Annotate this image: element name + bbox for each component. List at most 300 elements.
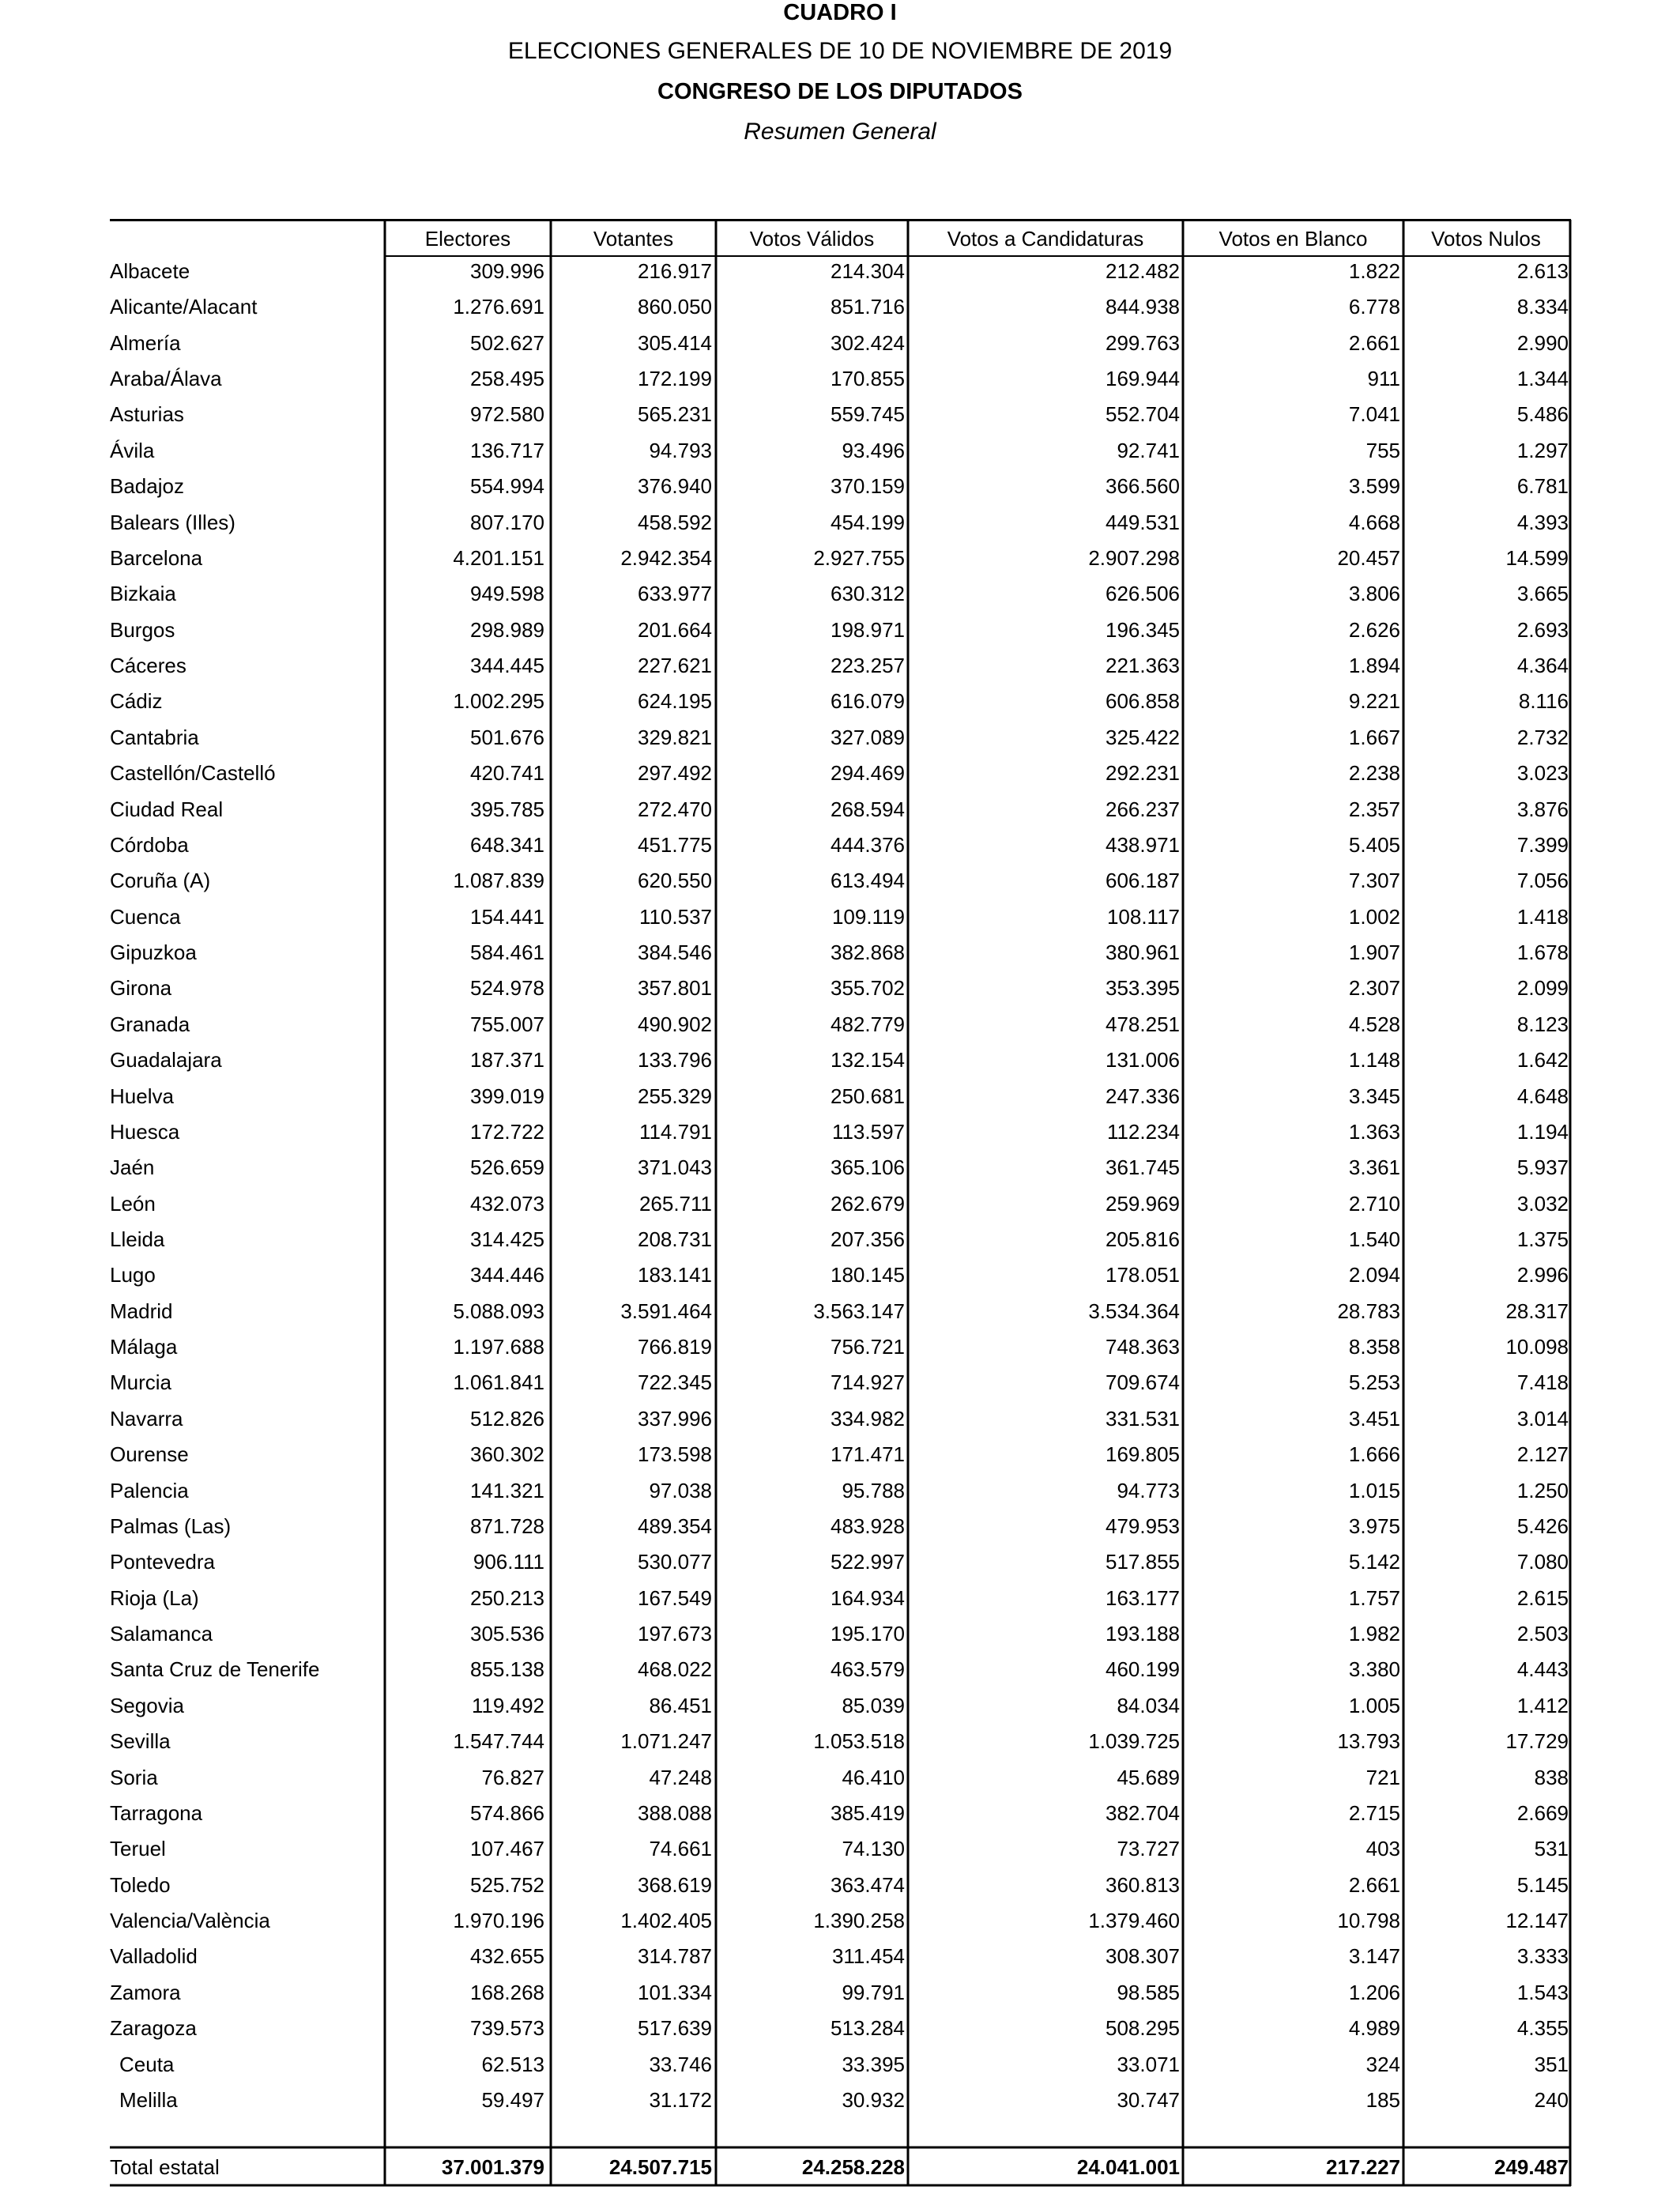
table-row <box>110 1831 1572 1866</box>
cell-value: 119.492 <box>471 1694 544 1717</box>
cell-value: 132.154 <box>831 1048 905 1072</box>
province-name: Soria <box>110 1766 158 1789</box>
province-name: Cáceres <box>110 654 186 677</box>
table-row <box>110 1294 1572 1329</box>
cell-value: 482.779 <box>831 1012 905 1036</box>
cell-value: 5.486 <box>1516 402 1569 426</box>
cell-value: 624.195 <box>638 689 712 713</box>
province-name: Granada <box>110 1012 190 1036</box>
total-label: Total estatal <box>110 2155 220 2179</box>
cell-value: 33.746 <box>649 2053 712 2076</box>
table-row <box>110 792 1572 827</box>
cell-value: 395.785 <box>470 797 544 821</box>
cell-value: 574.866 <box>470 1801 544 1825</box>
cell-value: 559.745 <box>831 402 905 426</box>
cell-value: 444.376 <box>831 833 905 857</box>
cell-value: 1.061.841 <box>453 1370 544 1394</box>
cell-value: 85.039 <box>842 1694 905 1717</box>
cell-value: 298.989 <box>470 618 544 642</box>
cell-value: 99.791 <box>842 1981 905 2004</box>
cell-value: 33.395 <box>842 2053 905 2076</box>
cell-value: 114.791 <box>638 1120 712 1144</box>
cell-value: 508.295 <box>1106 2016 1180 2040</box>
cell-value: 250.681 <box>831 1084 905 1108</box>
table-row <box>110 2011 1572 2045</box>
cell-value: 4.668 <box>1348 511 1400 534</box>
cell-value: 613.494 <box>831 869 905 892</box>
cell-value: 205.816 <box>1106 1227 1180 1251</box>
cell-value: 420.741 <box>470 761 544 785</box>
cell-value: 479.953 <box>1106 1514 1180 1538</box>
cell-value: 766.819 <box>638 1335 712 1359</box>
table-row <box>110 684 1572 718</box>
province-name: León <box>110 1192 156 1216</box>
cell-value: 5.145 <box>1516 1873 1569 1897</box>
cell-value: 1.071.247 <box>620 1729 712 1753</box>
cell-value: 255.329 <box>638 1084 712 1108</box>
election-title: ELECCIONES GENERALES DE 10 DE NOVIEMBRE DE 2019 <box>507 38 1173 64</box>
cell-value: 136.717 <box>470 439 544 462</box>
table-row <box>110 326 1572 360</box>
cell-value: 344.445 <box>470 654 544 677</box>
cell-value: 1.667 <box>1348 726 1400 749</box>
province-name: Navarra <box>110 1407 183 1431</box>
cell-value: 382.704 <box>1106 1801 1180 1825</box>
cell-value: 3.014 <box>1516 1407 1569 1431</box>
cell-value: 331.531 <box>1106 1407 1180 1431</box>
cell-value: 214.304 <box>831 259 905 283</box>
cell-value: 95.788 <box>842 1479 905 1502</box>
cell-value: 7.418 <box>1516 1370 1569 1394</box>
table-row <box>110 505 1572 540</box>
table-row <box>110 576 1572 611</box>
cell-value: 403 <box>1365 1837 1400 1860</box>
cell-value: 4.393 <box>1516 511 1569 534</box>
province-name: Bizkaia <box>110 582 176 605</box>
province-name: Zamora <box>110 1981 181 2004</box>
cell-value: 1.982 <box>1348 1622 1400 1646</box>
table-row <box>110 1544 1572 1579</box>
table-row <box>110 935 1572 970</box>
cell-value: 7.056 <box>1516 869 1569 892</box>
cell-value: 1.540 <box>1348 1227 1400 1251</box>
cell-value: 721 <box>1365 1766 1400 1789</box>
cell-value: 163.177 <box>1106 1586 1180 1610</box>
province-name: Araba/Álava <box>110 367 222 390</box>
cell-value: 1.894 <box>1348 654 1400 677</box>
cell-value: 355.702 <box>831 976 905 1000</box>
cell-value: 24.258.228 <box>801 2155 905 2179</box>
cell-value: 483.928 <box>831 1514 905 1538</box>
province-name: Ceuta <box>119 2053 175 2076</box>
cell-value: 164.934 <box>831 1586 905 1610</box>
cell-value: 92.741 <box>1117 439 1180 462</box>
cell-value: 329.821 <box>638 726 712 749</box>
cell-value: 552.704 <box>1106 402 1180 426</box>
cell-value: 451.775 <box>638 833 712 857</box>
table-row <box>110 397 1572 432</box>
cell-value: 183.141 <box>638 1263 712 1287</box>
cell-value: 714.927 <box>831 1370 905 1394</box>
cell-value: 5.405 <box>1348 833 1400 857</box>
table-row <box>110 1329 1572 1364</box>
cell-value: 860.050 <box>638 295 712 319</box>
cell-value: 454.199 <box>831 511 905 534</box>
cell-value: 8.116 <box>1518 689 1569 713</box>
cell-value: 501.676 <box>470 726 544 749</box>
cell-value: 906.111 <box>473 1550 544 1574</box>
cell-value: 468.022 <box>638 1657 712 1681</box>
province-name: Jaén <box>110 1155 155 1179</box>
cell-value: 2.907.298 <box>1088 546 1180 570</box>
cell-value: 3.975 <box>1348 1514 1400 1538</box>
cell-value: 13.793 <box>1337 1729 1400 1753</box>
cell-value: 949.598 <box>470 582 544 605</box>
table-row <box>110 1401 1572 1436</box>
cell-value: 1.250 <box>1516 1479 1569 1502</box>
province-name: Toledo <box>110 1873 171 1897</box>
cell-value: 112.234 <box>1106 1120 1180 1144</box>
province-name: Palencia <box>110 1479 189 1502</box>
table-row <box>110 2047 1572 2082</box>
cell-value: 297.492 <box>638 761 712 785</box>
cell-value: 5.253 <box>1348 1370 1400 1394</box>
table-row <box>110 1724 1572 1759</box>
cell-value: 4.443 <box>1516 1657 1569 1681</box>
province-name: Cuenca <box>110 905 181 929</box>
cell-value: 73.727 <box>1117 1837 1180 1860</box>
cell-value: 871.728 <box>470 1514 544 1538</box>
cell-value: 334.982 <box>831 1407 905 1431</box>
cell-value: 1.197.688 <box>453 1335 544 1359</box>
table-row <box>110 1509 1572 1544</box>
cell-value: 2.613 <box>1516 259 1569 283</box>
province-name: Almería <box>110 331 181 355</box>
province-name: Valladolid <box>110 1944 198 1968</box>
cell-value: 2.661 <box>1348 1873 1400 1897</box>
table-row <box>110 1007 1572 1042</box>
cell-value: 1.418 <box>1516 905 1569 929</box>
cell-value: 2.099 <box>1516 976 1569 1000</box>
cell-value: 185 <box>1365 2088 1400 2112</box>
table-row <box>110 1257 1572 1292</box>
cell-value: 525.752 <box>470 1873 544 1897</box>
cell-value: 368.619 <box>638 1873 712 1897</box>
cell-value: 314.787 <box>638 1944 712 1968</box>
cell-value: 247.336 <box>1106 1084 1180 1108</box>
province-name: Valencia/València <box>110 1909 270 1932</box>
table-row <box>110 863 1572 898</box>
cell-value: 14.599 <box>1505 546 1569 570</box>
cell-value: 844.938 <box>1106 295 1180 319</box>
cell-value: 141.321 <box>470 1479 544 1502</box>
cell-value: 20.457 <box>1337 546 1400 570</box>
cell-value: 739.573 <box>470 2016 544 2040</box>
cell-value: 370.159 <box>831 474 905 498</box>
cell-value: 324 <box>1365 2053 1400 2076</box>
province-name: Sevilla <box>110 1729 171 1753</box>
cell-value: 1.002 <box>1348 905 1400 929</box>
cell-value: 399.019 <box>470 1084 544 1108</box>
cell-value: 2.990 <box>1516 331 1569 355</box>
cell-value: 851.716 <box>831 295 905 319</box>
cell-value: 268.594 <box>831 797 905 821</box>
cell-value: 722.345 <box>638 1370 712 1394</box>
cell-value: 33.071 <box>1117 2053 1180 2076</box>
cell-value: 94.793 <box>649 439 712 462</box>
cell-value: 195.170 <box>831 1622 905 1646</box>
province-name: Córdoba <box>110 833 189 857</box>
cell-value: 838 <box>1534 1766 1569 1789</box>
cell-value: 3.591.464 <box>620 1299 712 1323</box>
cell-value: 93.496 <box>842 439 905 462</box>
cell-value: 382.868 <box>831 941 905 964</box>
cell-value: 262.679 <box>831 1192 905 1216</box>
table-row <box>110 1150 1572 1185</box>
cell-value: 755.007 <box>470 1012 544 1036</box>
cell-value: 17.729 <box>1505 1729 1569 1753</box>
cell-value: 10.098 <box>1505 1335 1569 1359</box>
cell-value: 5.142 <box>1348 1550 1400 1574</box>
total-row <box>110 2150 1572 2185</box>
cell-value: 302.424 <box>831 331 905 355</box>
cell-value: 2.996 <box>1516 1263 1569 1287</box>
cell-value: 380.961 <box>1106 941 1180 964</box>
cell-value: 1.194 <box>1516 1120 1569 1144</box>
province-name: Barcelona <box>110 546 203 570</box>
cell-value: 365.106 <box>831 1155 905 1179</box>
cell-value: 171.471 <box>831 1442 905 1466</box>
cell-value: 3.599 <box>1348 474 1400 498</box>
cell-value: 1.087.839 <box>453 869 544 892</box>
province-name: Rioja (La) <box>110 1586 199 1610</box>
province-name: Asturias <box>110 402 184 426</box>
province-name: Badajoz <box>110 474 184 498</box>
cell-value: 325.422 <box>1106 726 1180 749</box>
cell-value: 311.454 <box>831 1944 905 1968</box>
cell-value: 28.783 <box>1337 1299 1400 1323</box>
cell-value: 489.354 <box>638 1514 712 1538</box>
cell-value: 31.172 <box>649 2088 712 2112</box>
cell-value: 1.344 <box>1516 367 1569 390</box>
table-row <box>110 1114 1572 1149</box>
cell-value: 366.560 <box>1106 474 1180 498</box>
cell-value: 460.199 <box>1106 1657 1180 1681</box>
cell-value: 4.528 <box>1348 1012 1400 1036</box>
cell-value: 107.467 <box>470 1837 544 1860</box>
province-name: Huelva <box>110 1084 174 1108</box>
cell-value: 193.188 <box>1106 1622 1180 1646</box>
cell-value: 196.345 <box>1106 618 1180 642</box>
cell-value: 76.827 <box>481 1766 544 1789</box>
cell-value: 633.977 <box>638 582 712 605</box>
cell-value: 30.747 <box>1117 2088 1180 2112</box>
cell-value: 748.363 <box>1106 1335 1180 1359</box>
cell-value: 86.451 <box>649 1694 712 1717</box>
province-name: Coruña (A) <box>110 869 211 892</box>
province-name: Santa Cruz de Tenerife <box>110 1657 320 1681</box>
province-name: Huesca <box>110 1120 180 1144</box>
cell-value: 606.187 <box>1106 869 1180 892</box>
cell-value: 305.414 <box>638 331 712 355</box>
cell-value: 3.147 <box>1348 1944 1400 1968</box>
cell-value: 249.487 <box>1494 2155 1569 2179</box>
cell-value: 2.942.354 <box>620 546 712 570</box>
province-name: Madrid <box>110 1299 173 1323</box>
cell-value: 9.221 <box>1348 689 1400 713</box>
cell-value: 292.231 <box>1106 761 1180 785</box>
cell-value: 353.395 <box>1106 976 1180 1000</box>
cell-value: 1.297 <box>1516 439 1569 462</box>
cell-value: 187.371 <box>470 1048 544 1072</box>
cell-value: 1.039.725 <box>1088 1729 1180 1753</box>
cell-value: 198.971 <box>831 618 905 642</box>
cell-value: 1.390.258 <box>813 1909 905 1932</box>
table-row <box>110 1616 1572 1651</box>
cell-value: 502.627 <box>470 331 544 355</box>
table-row <box>110 1222 1572 1257</box>
cell-value: 45.689 <box>1117 1766 1180 1789</box>
province-name: Pontevedra <box>110 1550 215 1574</box>
province-name: Melilla <box>119 2088 178 2112</box>
cell-value: 197.673 <box>638 1622 712 1646</box>
province-name: Segovia <box>110 1694 184 1717</box>
cell-value: 344.446 <box>470 1263 544 1287</box>
cell-value: 3.876 <box>1516 797 1569 821</box>
province-name: Ciudad Real <box>110 797 224 821</box>
cell-value: 360.302 <box>470 1442 544 1466</box>
table-row <box>110 1186 1572 1221</box>
province-name: Girona <box>110 976 172 1000</box>
table-row <box>110 1796 1572 1830</box>
cell-value: 172.199 <box>638 367 712 390</box>
cell-value: 1.379.460 <box>1088 1909 1180 1932</box>
table-row <box>110 433 1572 468</box>
cell-value: 3.806 <box>1348 582 1400 605</box>
cell-value: 180.145 <box>831 1263 905 1287</box>
cell-value: 221.363 <box>1106 654 1180 677</box>
cell-value: 2.357 <box>1348 797 1400 821</box>
table-row <box>110 541 1572 575</box>
cell-value: 84.034 <box>1117 1694 1180 1717</box>
cell-value: 37.001.379 <box>441 2155 544 2179</box>
cell-value: 512.826 <box>470 1407 544 1431</box>
table-row <box>110 254 1572 288</box>
cell-value: 388.088 <box>638 1801 712 1825</box>
cell-value: 351 <box>1534 2053 1569 2076</box>
cell-value: 756.721 <box>831 1335 905 1359</box>
cell-value: 28.317 <box>1505 1299 1569 1323</box>
cell-value: 2.238 <box>1348 761 1400 785</box>
results-table <box>110 219 1572 2187</box>
table-row <box>110 827 1572 862</box>
cell-value: 2.127 <box>1516 1442 1569 1466</box>
cell-value: 154.441 <box>470 905 544 929</box>
cell-value: 565.231 <box>638 402 712 426</box>
cell-value: 208.731 <box>638 1227 712 1251</box>
cell-value: 3.665 <box>1516 582 1569 605</box>
cell-value: 314.425 <box>470 1227 544 1251</box>
column-header: Electores <box>424 227 511 251</box>
chamber-title: CONGRESO DE LOS DIPUTADOS <box>657 79 1023 104</box>
province-name: Lleida <box>110 1227 165 1251</box>
table-row <box>110 720 1572 755</box>
table-row <box>110 1688 1572 1723</box>
province-name: Gipuzkoa <box>110 941 197 964</box>
cell-value: 223.257 <box>831 654 905 677</box>
cell-value: 584.461 <box>470 941 544 964</box>
cell-value: 59.497 <box>481 2088 544 2112</box>
cell-value: 327.089 <box>831 726 905 749</box>
province-name: Albacete <box>110 259 190 283</box>
cell-value: 266.237 <box>1106 797 1180 821</box>
cell-value: 1.002.295 <box>453 689 544 713</box>
cell-value: 2.669 <box>1516 1801 1569 1825</box>
cell-value: 62.513 <box>481 2053 544 2076</box>
cell-value: 74.661 <box>649 1837 712 1860</box>
province-name: Zaragoza <box>110 2016 197 2040</box>
cell-value: 265.711 <box>638 1192 712 1216</box>
cell-value: 8.358 <box>1348 1335 1400 1359</box>
cell-value: 1.005 <box>1348 1694 1400 1717</box>
column-header: Votos Válidos <box>749 227 875 251</box>
cell-value: 2.715 <box>1348 1801 1400 1825</box>
table-row <box>110 1939 1572 1973</box>
cell-value: 3.333 <box>1516 1944 1569 1968</box>
cell-value: 4.364 <box>1516 654 1569 677</box>
table-row <box>110 1079 1572 1114</box>
cell-value: 94.773 <box>1117 1479 1180 1502</box>
cell-value: 212.482 <box>1106 259 1180 283</box>
cell-value: 2.732 <box>1516 726 1569 749</box>
cell-value: 4.355 <box>1516 2016 1569 2040</box>
cell-value: 616.079 <box>831 689 905 713</box>
cell-value: 463.579 <box>831 1657 905 1681</box>
cell-value: 259.969 <box>1106 1192 1180 1216</box>
cell-value: 3.451 <box>1348 1407 1400 1431</box>
table-row <box>110 289 1572 324</box>
cell-value: 24.041.001 <box>1076 2155 1180 2179</box>
cell-value: 2.503 <box>1516 1622 1569 1646</box>
cell-value: 108.117 <box>1106 905 1180 929</box>
cell-value: 250.213 <box>470 1586 544 1610</box>
cell-value: 1.970.196 <box>453 1909 544 1932</box>
province-name: Teruel <box>110 1837 166 1860</box>
table-row <box>110 613 1572 647</box>
table-row <box>110 899 1572 934</box>
cell-value: 337.996 <box>638 1407 712 1431</box>
table-row <box>110 1975 1572 2010</box>
cell-value: 807.170 <box>470 511 544 534</box>
province-name: Cádiz <box>110 689 163 713</box>
province-name: Tarragona <box>110 1801 203 1825</box>
cell-value: 1.678 <box>1516 941 1569 964</box>
cell-value: 110.537 <box>638 905 712 929</box>
cell-value: 384.546 <box>638 941 712 964</box>
cell-value: 517.639 <box>638 2016 712 2040</box>
cell-value: 299.763 <box>1106 331 1180 355</box>
cell-value: 168.268 <box>470 1981 544 2004</box>
cell-value: 1.412 <box>1516 1694 1569 1717</box>
cell-value: 630.312 <box>831 582 905 605</box>
cell-value: 2.307 <box>1348 976 1400 1000</box>
cell-value: 113.597 <box>831 1120 905 1144</box>
province-name: Alicante/Alacant <box>110 295 258 319</box>
cell-value: 513.284 <box>831 2016 905 2040</box>
cell-value: 449.531 <box>1106 511 1180 534</box>
cell-value: 478.251 <box>1106 1012 1180 1036</box>
province-name: Ourense <box>110 1442 189 1466</box>
